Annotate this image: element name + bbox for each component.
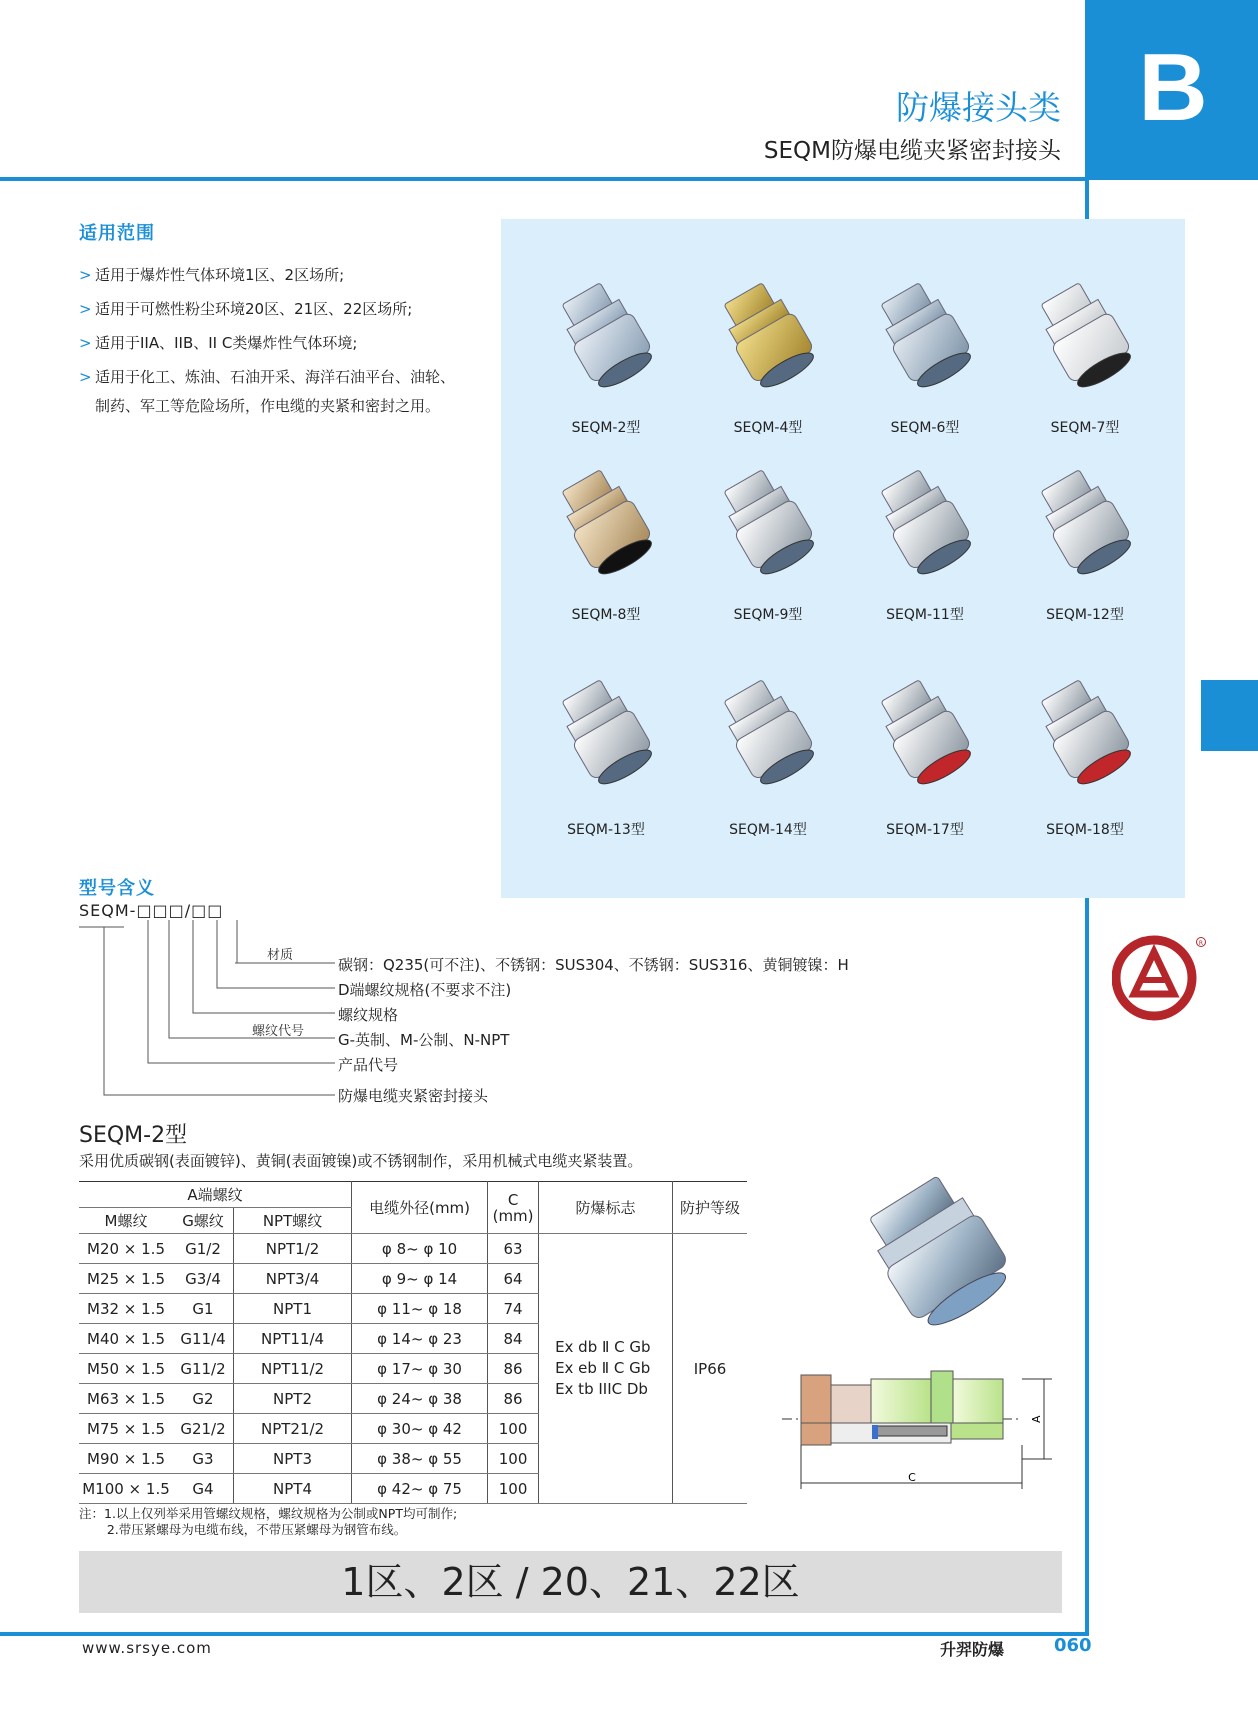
product-label: SEQM-8型 — [571, 607, 641, 623]
product-item — [1010, 464, 1160, 624]
product-photo — [708, 464, 828, 584]
m-cell: M32 × 1.5 — [79, 1294, 173, 1324]
product-photo — [1025, 277, 1145, 397]
table-notes: 注：1.以上仅列举采用管螺纹规格，螺纹规格为公制或NPT均可制作; 2.带压紧螺母为电缆布线，不带压紧螺母为钢管布线。 — [79, 1506, 458, 1537]
product-item — [693, 464, 843, 624]
material-line: 碳钢：Q235(可不注)、不锈钢：SUS304、不锈钢：SUS316、黄铜镀镍：H — [338, 956, 849, 974]
spec-description: 采用优质碳钢(表面镀锌)、黄铜(表面镀镍)或不锈钢制作，采用机械式电缆夹紧装置。 — [79, 1152, 643, 1170]
c-cell: 100 — [488, 1444, 539, 1474]
npt-cell: NPT1/2 — [234, 1234, 352, 1264]
npt-cell: NPT11/4 — [234, 1324, 352, 1354]
product-label: SEQM-12型 — [1046, 607, 1124, 623]
product-photo — [546, 277, 666, 397]
product-label: SEQM-17型 — [886, 822, 964, 838]
m-cell: M63 × 1.5 — [79, 1384, 173, 1414]
product-item — [531, 674, 681, 839]
footer-divider — [0, 1632, 1089, 1636]
m-cell: M40 × 1.5 — [79, 1324, 173, 1354]
npt-cell: NPT11/2 — [234, 1354, 352, 1384]
bullet-icon: > — [79, 300, 92, 318]
g-cell: G11/2 — [173, 1354, 234, 1384]
product-photo — [708, 674, 828, 794]
npt-header: NPT螺纹 — [234, 1208, 352, 1234]
model-meaning-title: 型号含义 — [79, 878, 155, 899]
thread-spec-line: 螺纹规格 — [338, 1006, 399, 1024]
cable-header: 电缆外径(mm) — [352, 1182, 488, 1234]
cable-cell: φ 30~ φ 42 — [352, 1414, 488, 1444]
cable-cell: φ 17~ φ 30 — [352, 1354, 488, 1384]
product-item — [693, 277, 843, 437]
npt-cell: NPT2 — [234, 1384, 352, 1414]
bullet-icon: > — [79, 334, 92, 352]
product-photo — [546, 464, 666, 584]
scope-item: > 适用于IIA、IIB、II C类爆炸性气体环境; — [79, 326, 499, 360]
ip-rating-cell: IP66 — [673, 1234, 747, 1504]
scope-title: 适用范围 — [79, 223, 155, 244]
scope-item: > 适用于爆炸性气体环境1区、2区场所; — [79, 258, 499, 292]
product-item — [850, 277, 1000, 437]
cable-cell: φ 9~ φ 14 — [352, 1264, 488, 1294]
c-cell: 86 — [488, 1384, 539, 1414]
g-cell: G21/2 — [173, 1414, 234, 1444]
ex-header: 防爆标志 — [539, 1182, 673, 1234]
product-photo — [708, 277, 828, 397]
product-gallery — [501, 219, 1185, 898]
npt-cell: NPT1 — [234, 1294, 352, 1324]
model-code: SEQM-□□□/□□ — [79, 901, 224, 920]
product-label: SEQM-4型 — [733, 420, 803, 436]
ex-mark: Ex db Ⅱ C Gb — [555, 1338, 651, 1356]
d-thread-line: D端螺纹规格(不要求不注) — [338, 981, 512, 999]
product-label: SEQM-14型 — [729, 822, 807, 838]
product-item — [531, 277, 681, 437]
product-item — [693, 674, 843, 839]
g-cell: G3 — [173, 1444, 234, 1474]
bullet-icon: > — [79, 368, 92, 386]
ex-mark: Ex tb IIIC Db — [555, 1380, 648, 1398]
table-header-row — [79, 1182, 747, 1208]
product-photo — [865, 464, 985, 584]
product-code-line: 产品代号 — [338, 1056, 399, 1074]
cable-cell: φ 8~ φ 10 — [352, 1234, 488, 1264]
g-header: G螺纹 — [173, 1208, 234, 1234]
m-cell: M90 × 1.5 — [79, 1444, 173, 1474]
cable-cell: φ 11~ φ 18 — [352, 1294, 488, 1324]
npt-cell: NPT4 — [234, 1474, 352, 1504]
product-label: SEQM-18型 — [1046, 822, 1124, 838]
side-index-tab — [1201, 680, 1258, 751]
g-cell: G2 — [173, 1384, 234, 1414]
thread-code-side-label: 螺纹代号 — [252, 1024, 305, 1039]
product-photo — [546, 674, 666, 794]
product-name-line: 防爆电缆夹紧密封接头 — [338, 1087, 489, 1105]
m-cell: M25 × 1.5 — [79, 1264, 173, 1294]
g-cell: G1 — [173, 1294, 234, 1324]
c-cell: 100 — [488, 1414, 539, 1444]
product-item — [1010, 277, 1160, 437]
product-photo — [865, 277, 985, 397]
ip-header: 防护等级 — [673, 1182, 747, 1234]
c-cell: 100 — [488, 1474, 539, 1504]
c-header: C (mm) — [488, 1182, 539, 1234]
m-cell: M75 × 1.5 — [79, 1414, 173, 1444]
c-cell: 64 — [488, 1264, 539, 1294]
scope-list — [79, 258, 499, 420]
cable-cell: φ 38~ φ 55 — [352, 1444, 488, 1474]
ex-marking-cell — [539, 1234, 673, 1504]
npt-cell: NPT3/4 — [234, 1264, 352, 1294]
product-item — [850, 674, 1000, 839]
page-number: 060 — [1054, 1635, 1092, 1656]
product-label: SEQM-2型 — [571, 420, 641, 436]
m-header: M螺纹 — [79, 1208, 173, 1234]
product-label: SEQM-6型 — [890, 420, 960, 436]
a-thread-header: A端螺纹 — [79, 1182, 352, 1208]
header-divider — [0, 177, 1088, 181]
product-photo — [865, 674, 985, 794]
cable-cell: φ 14~ φ 23 — [352, 1324, 488, 1354]
thread-type-line: G-英制、M-公制、N-NPT — [338, 1031, 510, 1049]
scope-item: > 适用于可燃性粉尘环境20区、21区、22区场所; — [79, 292, 499, 326]
product-item — [850, 464, 1000, 624]
product-label: SEQM-11型 — [886, 607, 964, 623]
product-subtitle: SEQM防爆电缆夹紧密封接头 — [763, 138, 1061, 164]
product-item — [1010, 674, 1160, 839]
m-cell: M50 × 1.5 — [79, 1354, 173, 1384]
product-label: SEQM-9型 — [733, 607, 803, 623]
npt-cell: NPT21/2 — [234, 1414, 352, 1444]
spec-table — [79, 1181, 747, 1504]
product-photo — [1025, 674, 1145, 794]
footer-brand: 升羿防爆 — [940, 1640, 1005, 1659]
cable-cell: φ 42~ φ 75 — [352, 1474, 488, 1504]
material-side-label: 材质 — [267, 948, 294, 963]
product-label: SEQM-7型 — [1050, 420, 1120, 436]
section-letter: B — [1138, 34, 1208, 141]
m-cell: M100 × 1.5 — [79, 1474, 173, 1504]
c-cell: 84 — [488, 1324, 539, 1354]
bullet-icon: > — [79, 266, 92, 284]
g-cell: G11/4 — [173, 1324, 234, 1354]
g-cell: G1/2 — [173, 1234, 234, 1264]
ex-mark: Ex eb Ⅱ C Gb — [555, 1359, 651, 1377]
brand-logo — [1112, 932, 1207, 1024]
product-item — [531, 464, 681, 624]
c-cell: 63 — [488, 1234, 539, 1264]
product-photo — [1025, 464, 1145, 584]
spec-model-title: SEQM-2型 — [79, 1123, 188, 1148]
c-cell: 86 — [488, 1354, 539, 1384]
m-cell: M20 × 1.5 — [79, 1234, 173, 1264]
dimension-a-label: A — [1030, 1415, 1043, 1423]
scope-item: > 适用于化工、炼油、石油开采、海洋石油平台、油轮、 制药、军工等危险场所，作电缆的夹紧和密封之用。 — [79, 360, 499, 420]
zone-banner: 1区、2区 / 20、21、22区 — [79, 1551, 1062, 1613]
c-cell: 74 — [488, 1294, 539, 1324]
g-cell: G3/4 — [173, 1264, 234, 1294]
svg-text:R: R — [1198, 940, 1204, 947]
table-row — [79, 1234, 747, 1264]
dimension-drawing — [782, 1365, 1062, 1493]
seqm2-photo — [850, 1168, 1020, 1328]
website-link[interactable]: www.srsye.com — [82, 1639, 212, 1657]
cable-cell: φ 24~ φ 38 — [352, 1384, 488, 1414]
npt-cell: NPT3 — [234, 1444, 352, 1474]
dimension-c-label: C — [908, 1471, 916, 1484]
category-title: 防爆接头类 — [896, 88, 1061, 127]
product-label: SEQM-13型 — [567, 822, 645, 838]
g-cell: G4 — [173, 1474, 234, 1504]
